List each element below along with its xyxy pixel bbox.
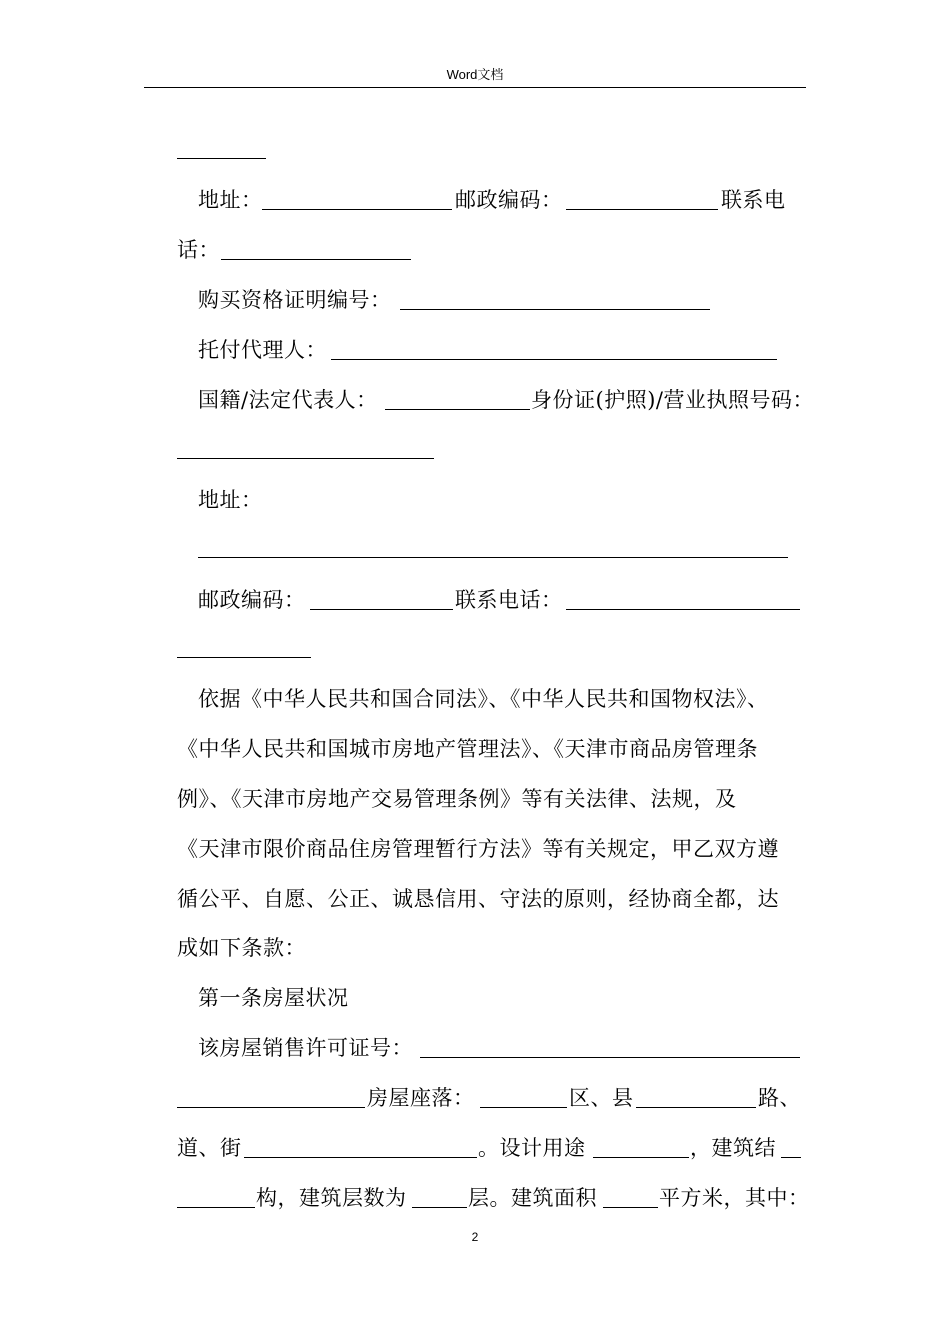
district-label: 区、县 bbox=[569, 1086, 634, 1110]
floors-blank[interactable] bbox=[412, 1207, 467, 1208]
blank-line bbox=[177, 158, 266, 159]
nationality-blank[interactable] bbox=[385, 409, 530, 410]
sale-permit-blank[interactable] bbox=[420, 1057, 800, 1058]
area-blank[interactable] bbox=[603, 1207, 658, 1208]
phone-blank[interactable] bbox=[221, 259, 411, 260]
paragraph-line-6: 成如下条款： bbox=[177, 936, 306, 960]
id-number-blank[interactable] bbox=[177, 458, 434, 459]
structure-blank[interactable] bbox=[781, 1157, 801, 1158]
road-blank[interactable] bbox=[636, 1107, 756, 1108]
sale-permit-blank-cont[interactable] bbox=[177, 1107, 365, 1108]
street-blank[interactable] bbox=[244, 1157, 477, 1158]
header-divider bbox=[144, 87, 806, 88]
page-number: 2 bbox=[471, 1230, 479, 1244]
agent-phone-blank-cont[interactable] bbox=[177, 657, 311, 658]
usage-blank[interactable] bbox=[593, 1157, 689, 1158]
floors-label: 构，建筑层数为 bbox=[256, 1186, 407, 1210]
purchase-cert-blank[interactable] bbox=[400, 309, 710, 310]
phone-label-part: 联系电 bbox=[721, 188, 786, 212]
paragraph-line-1: 依据《中华人民共和国合同法》、《中华人民共和国物权法》、 bbox=[198, 687, 769, 711]
agent-phone-blank[interactable] bbox=[566, 609, 800, 610]
structure-blank-cont[interactable] bbox=[177, 1207, 255, 1208]
agent-phone-label: 联系电话： bbox=[455, 588, 563, 612]
address-blank[interactable] bbox=[262, 209, 452, 210]
road-label: 路、 bbox=[758, 1086, 801, 1110]
phone-label-cont: 话： bbox=[177, 238, 220, 262]
location-label: 房屋座落： bbox=[367, 1086, 475, 1110]
agent-blank[interactable] bbox=[331, 359, 777, 360]
postcode-blank[interactable] bbox=[566, 209, 718, 210]
id-number-label: 身份证(护照)/营业执照号码： bbox=[531, 388, 814, 412]
agent-postcode-blank[interactable] bbox=[310, 609, 453, 610]
agent-address-label: 地址： bbox=[198, 488, 263, 512]
street-label: 道、街 bbox=[177, 1136, 242, 1160]
address-label: 地址： bbox=[198, 188, 263, 212]
area-unit-label: 平方米，其中： bbox=[659, 1186, 810, 1210]
agent-postcode-label: 邮政编码： bbox=[198, 588, 306, 612]
agent-label: 托付代理人： bbox=[198, 338, 327, 362]
agent-address-blank[interactable] bbox=[198, 557, 788, 558]
district-blank[interactable] bbox=[480, 1107, 567, 1108]
paragraph-line-4: 《天津市限价商品住房管理暂行方法》等有关规定，甲乙双方遵 bbox=[177, 837, 779, 861]
paragraph-line-5: 循公平、自愿、公正、诚恳信用、守法的原则，经协商全都，达 bbox=[177, 887, 779, 911]
usage-label: 。设计用途 bbox=[478, 1136, 586, 1160]
area-label: 层。建筑面积 bbox=[468, 1186, 597, 1210]
structure-label: ，建筑结 bbox=[690, 1136, 776, 1160]
purchase-cert-label: 购买资格证明编号： bbox=[198, 288, 392, 312]
paragraph-line-3: 例》、《天津市房地产交易管理条例》等有关法律、法规，及 bbox=[177, 787, 737, 811]
postcode-label: 邮政编码： bbox=[455, 188, 563, 212]
nationality-label: 国籍/法定代表人： bbox=[198, 388, 378, 412]
page-header: Word文档 bbox=[446, 67, 504, 82]
sale-permit-label: 该房屋销售许可证号： bbox=[198, 1036, 413, 1060]
section-title: 第一条房屋状况 bbox=[198, 986, 349, 1010]
paragraph-line-2: 《中华人民共和国城市房地产管理法》、《天津市商品房管理条 bbox=[177, 737, 758, 761]
